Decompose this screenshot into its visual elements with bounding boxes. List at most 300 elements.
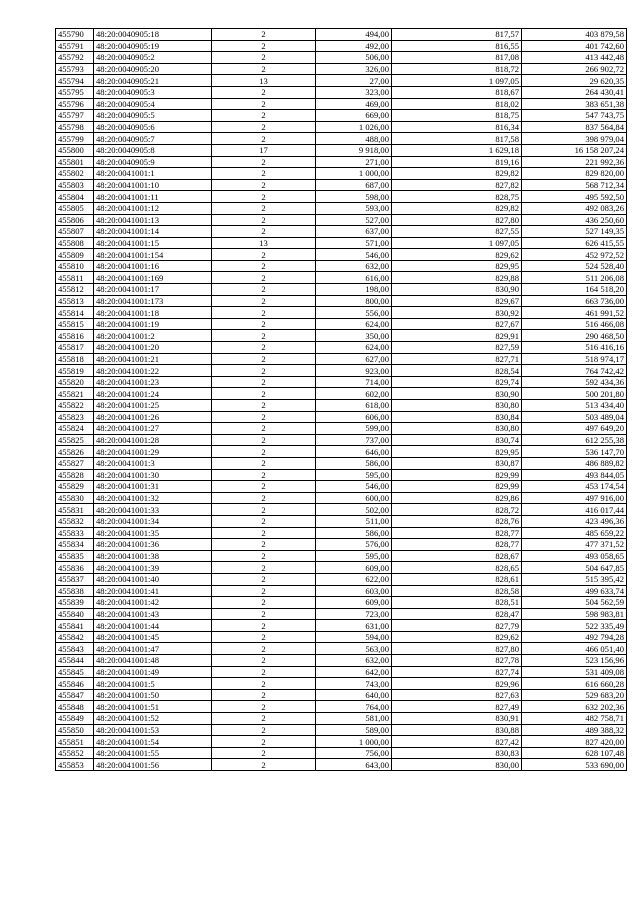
row-number-cell: 455842 — [56, 631, 94, 643]
group-code-cell: 2 — [212, 168, 316, 180]
row-number-cell: 455847 — [56, 689, 94, 701]
cadastral-value-cell: 511 206,08 — [522, 272, 627, 284]
cadastral-value-cell: 513 434,40 — [522, 400, 627, 412]
specific-value-cell: 830,74 — [392, 434, 522, 446]
specific-value-cell: 828,77 — [392, 527, 522, 539]
row-number-cell: 455795 — [56, 86, 94, 98]
specific-value-cell: 816,34 — [392, 121, 522, 133]
row-number-cell: 455827 — [56, 457, 94, 469]
specific-value-cell: 830,83 — [392, 747, 522, 759]
specific-value-cell: 829,91 — [392, 330, 522, 342]
cadastral-value-table — [55, 28, 627, 771]
group-code-cell: 2 — [212, 423, 316, 435]
table-row — [56, 121, 627, 133]
cadastral-number-cell: 48:20:0041001:3 — [94, 457, 212, 469]
table-row — [56, 469, 627, 481]
cadastral-value-cell: 829 820,00 — [522, 168, 627, 180]
group-code-cell: 2 — [212, 284, 316, 296]
cadastral-number-cell: 48:20:0041001:47 — [94, 643, 212, 655]
specific-value-cell: 817,57 — [392, 29, 522, 41]
row-number-cell: 455839 — [56, 597, 94, 609]
table-row — [56, 678, 627, 690]
group-code-cell: 2 — [212, 400, 316, 412]
cadastral-number-cell: 48:20:0041001:40 — [94, 573, 212, 585]
group-code-cell: 2 — [212, 492, 316, 504]
cadastral-number-cell: 48:20:0041001:39 — [94, 562, 212, 574]
specific-value-cell: 827,67 — [392, 318, 522, 330]
cadastral-number-cell: 48:20:0041001:53 — [94, 724, 212, 736]
table-row — [56, 457, 627, 469]
area-cell: 594,00 — [316, 631, 392, 643]
cadastral-number-cell: 48:20:0040905:3 — [94, 86, 212, 98]
table-row — [56, 643, 627, 655]
area-cell: 586,00 — [316, 527, 392, 539]
group-code-cell: 2 — [212, 515, 316, 527]
group-code-cell: 2 — [212, 724, 316, 736]
table-row — [56, 515, 627, 527]
group-code-cell: 2 — [212, 666, 316, 678]
table-row — [56, 272, 627, 284]
cadastral-number-cell: 48:20:0041001:13 — [94, 214, 212, 226]
cadastral-value-cell: 264 430,41 — [522, 86, 627, 98]
specific-value-cell: 817,08 — [392, 52, 522, 64]
specific-value-cell: 818,75 — [392, 110, 522, 122]
cadastral-value-cell: 489 388,32 — [522, 724, 627, 736]
area-cell: 627,00 — [316, 353, 392, 365]
table-row — [56, 86, 627, 98]
cadastral-number-cell: 48:20:0041001:173 — [94, 295, 212, 307]
cadastral-number-cell: 48:20:0041001:24 — [94, 388, 212, 400]
area-cell: 9 918,00 — [316, 144, 392, 156]
area-cell: 723,00 — [316, 608, 392, 620]
area-cell: 494,00 — [316, 29, 392, 41]
area-cell: 598,00 — [316, 191, 392, 203]
cadastral-number-cell: 48:20:0040905:21 — [94, 75, 212, 87]
table-row — [56, 608, 627, 620]
area-cell: 637,00 — [316, 226, 392, 238]
group-code-cell: 2 — [212, 539, 316, 551]
row-number-cell: 455790 — [56, 29, 94, 41]
area-cell: 326,00 — [316, 63, 392, 75]
group-code-cell: 2 — [212, 110, 316, 122]
cadastral-value-cell: 436 250,60 — [522, 214, 627, 226]
row-number-cell: 455810 — [56, 260, 94, 272]
row-number-cell: 455815 — [56, 318, 94, 330]
table-row — [56, 527, 627, 539]
table-row — [56, 539, 627, 551]
row-number-cell: 455800 — [56, 144, 94, 156]
cadastral-number-cell: 48:20:0041001:19 — [94, 318, 212, 330]
specific-value-cell: 818,72 — [392, 63, 522, 75]
cadastral-number-cell: 48:20:0040905:5 — [94, 110, 212, 122]
row-number-cell: 455804 — [56, 191, 94, 203]
area-cell: 511,00 — [316, 515, 392, 527]
specific-value-cell: 828,51 — [392, 597, 522, 609]
row-number-cell: 455803 — [56, 179, 94, 191]
specific-value-cell: 829,88 — [392, 272, 522, 284]
group-code-cell: 2 — [212, 689, 316, 701]
row-number-cell: 455807 — [56, 226, 94, 238]
group-code-cell: 2 — [212, 272, 316, 284]
cadastral-value-cell: 497 649,20 — [522, 423, 627, 435]
cadastral-value-cell: 533 690,00 — [522, 759, 627, 771]
group-code-cell: 2 — [212, 365, 316, 377]
row-number-cell: 455808 — [56, 237, 94, 249]
specific-value-cell: 829,86 — [392, 492, 522, 504]
table-row — [56, 179, 627, 191]
cadastral-value-cell: 452 972,52 — [522, 249, 627, 261]
cadastral-number-cell: 48:20:0041001:5 — [94, 678, 212, 690]
cadastral-number-cell: 48:20:0041001:35 — [94, 527, 212, 539]
group-code-cell: 2 — [212, 527, 316, 539]
cadastral-number-cell: 48:20:0041001:25 — [94, 400, 212, 412]
row-number-cell: 455830 — [56, 492, 94, 504]
cadastral-number-cell: 48:20:0040905:8 — [94, 144, 212, 156]
row-number-cell: 455831 — [56, 504, 94, 516]
group-code-cell: 2 — [212, 597, 316, 609]
table-row — [56, 434, 627, 446]
row-number-cell: 455825 — [56, 434, 94, 446]
cadastral-number-cell: 48:20:0041001:44 — [94, 620, 212, 632]
cadastral-value-cell: 518 974,17 — [522, 353, 627, 365]
cadastral-value-cell: 403 879,58 — [522, 29, 627, 41]
row-number-cell: 455799 — [56, 133, 94, 145]
cadastral-value-cell: 486 889,82 — [522, 457, 627, 469]
table-row — [56, 353, 627, 365]
specific-value-cell: 827,59 — [392, 342, 522, 354]
cadastral-number-cell: 48:20:0041001:20 — [94, 342, 212, 354]
area-cell: 743,00 — [316, 678, 392, 690]
group-code-cell: 2 — [212, 353, 316, 365]
group-code-cell: 2 — [212, 40, 316, 52]
cadastral-number-cell: 48:20:0041001:10 — [94, 179, 212, 191]
row-number-cell: 455805 — [56, 202, 94, 214]
cadastral-number-cell: 48:20:0041001:50 — [94, 689, 212, 701]
specific-value-cell: 828,72 — [392, 504, 522, 516]
area-cell: 527,00 — [316, 214, 392, 226]
row-number-cell: 455844 — [56, 655, 94, 667]
group-code-cell: 2 — [212, 701, 316, 713]
group-code-cell: 2 — [212, 226, 316, 238]
cadastral-value-cell: 628 107,48 — [522, 747, 627, 759]
cadastral-number-cell: 48:20:0041001:28 — [94, 434, 212, 446]
area-cell: 602,00 — [316, 388, 392, 400]
table-row — [56, 481, 627, 493]
row-number-cell: 455846 — [56, 678, 94, 690]
group-code-cell: 2 — [212, 307, 316, 319]
table-row — [56, 284, 627, 296]
area-cell: 1 000,00 — [316, 736, 392, 748]
row-number-cell: 455792 — [56, 52, 94, 64]
specific-value-cell: 829,74 — [392, 376, 522, 388]
table-row — [56, 295, 627, 307]
row-number-cell: 455793 — [56, 63, 94, 75]
table-row — [56, 376, 627, 388]
specific-value-cell: 830,91 — [392, 713, 522, 725]
cadastral-value-cell: 497 916,00 — [522, 492, 627, 504]
table-row — [56, 249, 627, 261]
row-number-cell: 455835 — [56, 550, 94, 562]
row-number-cell: 455797 — [56, 110, 94, 122]
table-body — [56, 29, 627, 771]
row-number-cell: 455845 — [56, 666, 94, 678]
cadastral-value-cell: 531 409,08 — [522, 666, 627, 678]
group-code-cell: 2 — [212, 260, 316, 272]
area-cell: 546,00 — [316, 481, 392, 493]
cadastral-number-cell: 48:20:0041001:12 — [94, 202, 212, 214]
table-row — [56, 492, 627, 504]
row-number-cell: 455798 — [56, 121, 94, 133]
specific-value-cell: 828,75 — [392, 191, 522, 203]
cadastral-value-cell: 164 518,20 — [522, 284, 627, 296]
specific-value-cell: 830,87 — [392, 457, 522, 469]
row-number-cell: 455836 — [56, 562, 94, 574]
table-row — [56, 388, 627, 400]
cadastral-number-cell: 48:20:0041001:41 — [94, 585, 212, 597]
area-cell: 576,00 — [316, 539, 392, 551]
cadastral-value-cell: 612 255,38 — [522, 434, 627, 446]
group-code-cell: 2 — [212, 98, 316, 110]
cadastral-number-cell: 48:20:0041001:22 — [94, 365, 212, 377]
table-row — [56, 550, 627, 562]
specific-value-cell: 827,71 — [392, 353, 522, 365]
group-code-cell: 2 — [212, 573, 316, 585]
table-row — [56, 597, 627, 609]
row-number-cell: 455833 — [56, 527, 94, 539]
cadastral-value-cell: 477 371,52 — [522, 539, 627, 551]
group-code-cell: 2 — [212, 457, 316, 469]
table-row — [56, 156, 627, 168]
row-number-cell: 455826 — [56, 446, 94, 458]
table-row — [56, 446, 627, 458]
specific-value-cell: 830,90 — [392, 284, 522, 296]
cadastral-number-cell: 48:20:0041001:42 — [94, 597, 212, 609]
group-code-cell: 2 — [212, 214, 316, 226]
table-row — [56, 365, 627, 377]
cadastral-value-cell: 492 794,28 — [522, 631, 627, 643]
cadastral-number-cell: 48:20:0040905:9 — [94, 156, 212, 168]
row-number-cell: 455848 — [56, 701, 94, 713]
cadastral-number-cell: 48:20:0041001:27 — [94, 423, 212, 435]
specific-value-cell: 829,96 — [392, 678, 522, 690]
group-code-cell: 2 — [212, 469, 316, 481]
row-number-cell: 455851 — [56, 736, 94, 748]
table-row — [56, 214, 627, 226]
specific-value-cell: 827,80 — [392, 643, 522, 655]
specific-value-cell: 818,67 — [392, 86, 522, 98]
cadastral-number-cell: 48:20:0041001:51 — [94, 701, 212, 713]
group-code-cell: 2 — [212, 655, 316, 667]
cadastral-number-cell: 48:20:0041001:48 — [94, 655, 212, 667]
table-row — [56, 226, 627, 238]
table-row — [56, 701, 627, 713]
row-number-cell: 455834 — [56, 539, 94, 551]
group-code-cell: 2 — [212, 63, 316, 75]
table-row — [56, 411, 627, 423]
specific-value-cell: 829,62 — [392, 631, 522, 643]
group-code-cell: 2 — [212, 759, 316, 771]
row-number-cell: 455801 — [56, 156, 94, 168]
group-code-cell: 2 — [212, 86, 316, 98]
row-number-cell: 455829 — [56, 481, 94, 493]
cadastral-value-cell: 500 201,80 — [522, 388, 627, 400]
area-cell: 603,00 — [316, 585, 392, 597]
table-row — [56, 330, 627, 342]
row-number-cell: 455796 — [56, 98, 94, 110]
cadastral-number-cell: 48:20:0040905:18 — [94, 29, 212, 41]
cadastral-value-cell: 423 496,36 — [522, 515, 627, 527]
specific-value-cell: 829,99 — [392, 469, 522, 481]
cadastral-value-cell: 524 528,40 — [522, 260, 627, 272]
row-number-cell: 455838 — [56, 585, 94, 597]
cadastral-number-cell: 48:20:0040905:4 — [94, 98, 212, 110]
area-cell: 631,00 — [316, 620, 392, 632]
specific-value-cell: 829,95 — [392, 446, 522, 458]
cadastral-number-cell: 48:20:0041001:14 — [94, 226, 212, 238]
group-code-cell: 2 — [212, 342, 316, 354]
table-row — [56, 689, 627, 701]
area-cell: 271,00 — [316, 156, 392, 168]
specific-value-cell: 827,79 — [392, 620, 522, 632]
group-code-cell: 2 — [212, 747, 316, 759]
specific-value-cell: 829,95 — [392, 260, 522, 272]
group-code-cell: 2 — [212, 608, 316, 620]
area-cell: 1 026,00 — [316, 121, 392, 133]
cadastral-number-cell: 48:20:0041001:54 — [94, 736, 212, 748]
specific-value-cell: 829,67 — [392, 295, 522, 307]
row-number-cell: 455824 — [56, 423, 94, 435]
area-cell: 27,00 — [316, 75, 392, 87]
cadastral-value-cell: 764 742,42 — [522, 365, 627, 377]
area-cell: 556,00 — [316, 307, 392, 319]
row-number-cell: 455817 — [56, 342, 94, 354]
table-row — [56, 237, 627, 249]
group-code-cell: 2 — [212, 434, 316, 446]
cadastral-value-cell: 416 017,44 — [522, 504, 627, 516]
cadastral-value-cell: 516 466,08 — [522, 318, 627, 330]
cadastral-value-cell: 290 468,50 — [522, 330, 627, 342]
area-cell: 599,00 — [316, 423, 392, 435]
cadastral-number-cell: 48:20:0041001:15 — [94, 237, 212, 249]
specific-value-cell: 827,55 — [392, 226, 522, 238]
specific-value-cell: 828,67 — [392, 550, 522, 562]
group-code-cell: 2 — [212, 481, 316, 493]
group-code-cell: 2 — [212, 191, 316, 203]
row-number-cell: 455840 — [56, 608, 94, 620]
cadastral-number-cell: 48:20:0041001:21 — [94, 353, 212, 365]
specific-value-cell: 830,90 — [392, 388, 522, 400]
row-number-cell: 455828 — [56, 469, 94, 481]
cadastral-number-cell: 48:20:0040905:20 — [94, 63, 212, 75]
specific-value-cell: 830,00 — [392, 759, 522, 771]
specific-value-cell: 819,16 — [392, 156, 522, 168]
row-number-cell: 455806 — [56, 214, 94, 226]
cadastral-value-cell: 461 991,52 — [522, 307, 627, 319]
cadastral-number-cell: 48:20:0041001:38 — [94, 550, 212, 562]
cadastral-value-cell: 266 902,72 — [522, 63, 627, 75]
row-number-cell: 455849 — [56, 713, 94, 725]
cadastral-number-cell: 48:20:0041001:31 — [94, 481, 212, 493]
area-cell: 593,00 — [316, 202, 392, 214]
cadastral-value-cell: 493 844,05 — [522, 469, 627, 481]
cadastral-number-cell: 48:20:0041001:43 — [94, 608, 212, 620]
area-cell: 595,00 — [316, 550, 392, 562]
area-cell: 923,00 — [316, 365, 392, 377]
row-number-cell: 455822 — [56, 400, 94, 412]
cadastral-number-cell: 48:20:0041001:1 — [94, 168, 212, 180]
area-cell: 198,00 — [316, 284, 392, 296]
cadastral-value-cell: 515 395,42 — [522, 573, 627, 585]
cadastral-value-cell: 221 992,36 — [522, 156, 627, 168]
row-number-cell: 455843 — [56, 643, 94, 655]
group-code-cell: 2 — [212, 121, 316, 133]
table-row — [56, 260, 627, 272]
area-cell: 618,00 — [316, 400, 392, 412]
cadastral-number-cell: 48:20:0041001:17 — [94, 284, 212, 296]
cadastral-number-cell: 48:20:0040905:2 — [94, 52, 212, 64]
cadastral-value-cell: 499 633,74 — [522, 585, 627, 597]
area-cell: 714,00 — [316, 376, 392, 388]
cadastral-value-cell: 503 489,04 — [522, 411, 627, 423]
table-row — [56, 168, 627, 180]
group-code-cell: 2 — [212, 330, 316, 342]
cadastral-value-cell: 398 979,04 — [522, 133, 627, 145]
area-cell: 586,00 — [316, 457, 392, 469]
cadastral-value-cell: 827 420,00 — [522, 736, 627, 748]
row-number-cell: 455852 — [56, 747, 94, 759]
cadastral-value-cell: 568 712,34 — [522, 179, 627, 191]
table-row — [56, 29, 627, 41]
area-cell: 595,00 — [316, 469, 392, 481]
row-number-cell: 455816 — [56, 330, 94, 342]
cadastral-value-cell: 529 683,20 — [522, 689, 627, 701]
group-code-cell: 2 — [212, 295, 316, 307]
cadastral-value-cell: 516 416,16 — [522, 342, 627, 354]
cadastral-value-cell: 495 592,50 — [522, 191, 627, 203]
specific-value-cell: 817,58 — [392, 133, 522, 145]
table-row — [56, 504, 627, 516]
group-code-cell: 2 — [212, 504, 316, 516]
group-code-cell: 2 — [212, 249, 316, 261]
row-number-cell: 455814 — [56, 307, 94, 319]
cadastral-value-cell: 29 620,35 — [522, 75, 627, 87]
table-row — [56, 307, 627, 319]
row-number-cell: 455823 — [56, 411, 94, 423]
cadastral-number-cell: 48:20:0041001:34 — [94, 515, 212, 527]
area-cell: 800,00 — [316, 295, 392, 307]
table-row — [56, 202, 627, 214]
area-cell: 546,00 — [316, 249, 392, 261]
row-number-cell: 455811 — [56, 272, 94, 284]
table-row — [56, 75, 627, 87]
specific-value-cell: 827,78 — [392, 655, 522, 667]
row-number-cell: 455818 — [56, 353, 94, 365]
area-cell: 643,00 — [316, 759, 392, 771]
cadastral-number-cell: 48:20:0041001:32 — [94, 492, 212, 504]
cadastral-number-cell: 48:20:0041001:18 — [94, 307, 212, 319]
cadastral-value-cell: 493 058,65 — [522, 550, 627, 562]
group-code-cell: 2 — [212, 179, 316, 191]
area-cell: 581,00 — [316, 713, 392, 725]
group-code-cell: 2 — [212, 52, 316, 64]
table-row — [56, 63, 627, 75]
table-row — [56, 98, 627, 110]
specific-value-cell: 828,58 — [392, 585, 522, 597]
cadastral-value-cell: 401 742,60 — [522, 40, 627, 52]
specific-value-cell: 816,55 — [392, 40, 522, 52]
area-cell: 350,00 — [316, 330, 392, 342]
cadastral-value-cell: 536 147,70 — [522, 446, 627, 458]
